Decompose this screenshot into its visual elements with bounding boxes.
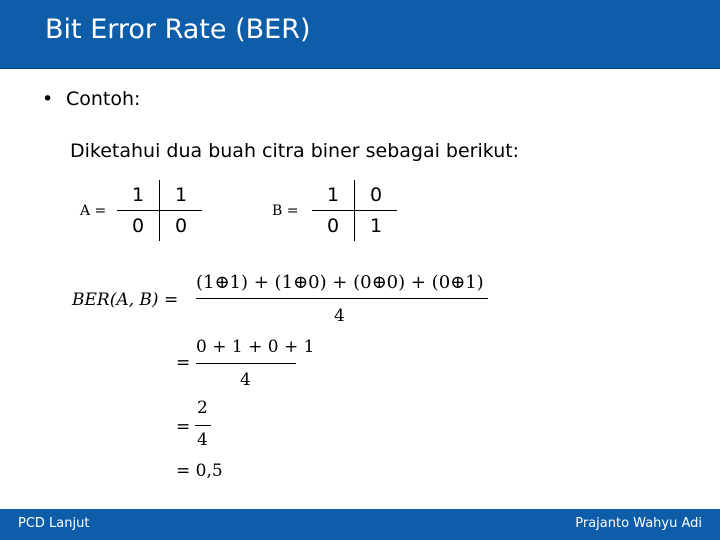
bullet-item bbox=[42, 88, 140, 110]
formula-line2-eq: = bbox=[176, 353, 191, 373]
formula-line1-numerator: (1⊕1) + (1⊕0) + (0⊕0) + (0⊕1) bbox=[196, 272, 484, 293]
matrix-b-cell: 1 bbox=[355, 211, 398, 242]
fraction-bar bbox=[196, 298, 488, 299]
matrix-a bbox=[117, 180, 202, 241]
matrix-b-cell: 0 bbox=[355, 180, 398, 211]
matrix-b bbox=[312, 180, 397, 241]
fraction-bar bbox=[195, 425, 211, 426]
title-bar bbox=[0, 0, 720, 69]
formula-line3-denominator: 4 bbox=[197, 430, 208, 450]
footer-bar bbox=[0, 509, 720, 540]
formula-line3-numerator: 2 bbox=[197, 398, 208, 418]
course-name: PCD Lanjut bbox=[18, 516, 90, 531]
formula-line2-denominator: 4 bbox=[240, 370, 251, 390]
intro-text: Diketahui dua buah citra biner sebagai berikut: bbox=[70, 140, 520, 162]
matrix-b-label: B = bbox=[272, 203, 299, 219]
matrix-a-cell: 0 bbox=[160, 211, 203, 242]
formula-line3-eq: = bbox=[176, 417, 191, 437]
matrix-b-cell: 0 bbox=[312, 211, 355, 242]
formula-result: = 0,5 bbox=[176, 461, 223, 481]
formula-line1-denominator: 4 bbox=[334, 306, 345, 326]
matrix-a-cell: 0 bbox=[117, 211, 160, 242]
matrix-a-label: A = bbox=[80, 203, 107, 219]
matrix-b-cell: 1 bbox=[312, 180, 355, 211]
formula-lhs: BER(A, B) = bbox=[72, 290, 179, 310]
formula-line2-numerator: 0 + 1 + 0 + 1 bbox=[196, 337, 315, 357]
author-name: Prajanto Wahyu Adi bbox=[575, 516, 702, 531]
matrix-a-cell: 1 bbox=[160, 180, 203, 211]
slide-title: Bit Error Rate (BER) bbox=[45, 14, 311, 45]
fraction-bar bbox=[196, 363, 296, 364]
matrix-a-cell: 1 bbox=[117, 180, 160, 211]
bullet-icon: • bbox=[42, 88, 54, 110]
bullet-text: Contoh: bbox=[66, 88, 141, 110]
